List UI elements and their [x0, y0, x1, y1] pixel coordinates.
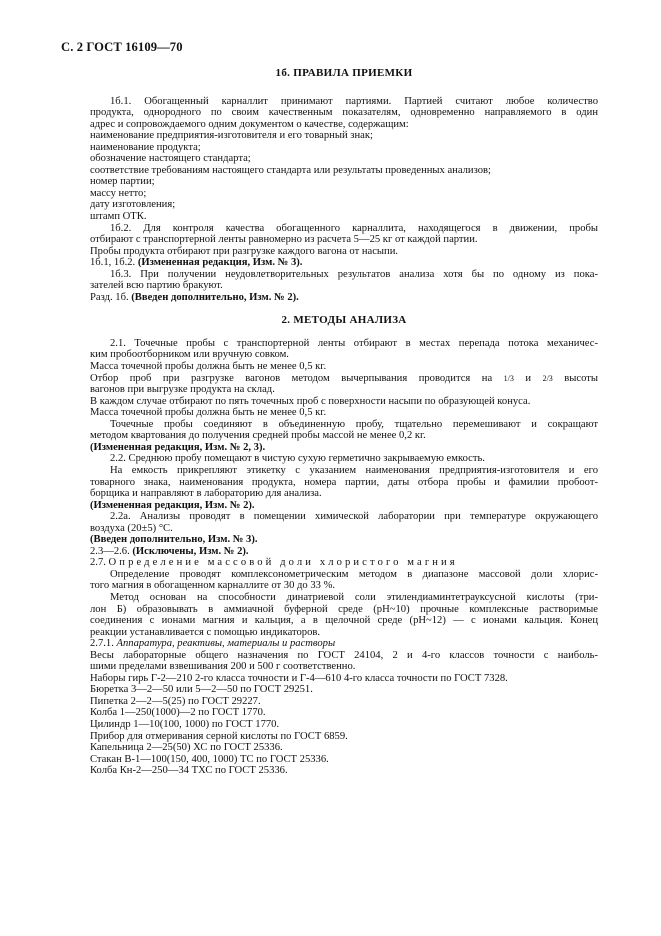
doc-item: наименование предприятия-изготовителя и его товарный знак;	[90, 130, 373, 142]
paragraph-22: 2.2. Среднюю пробу помещают в чистую сухую герметично закрываемую емкость.	[110, 453, 485, 465]
amendment-note-1b	[90, 257, 598, 269]
paragraph-23-26	[90, 546, 598, 558]
section-1b-title: 1б. ПРАВИЛА ПРИЕМКИ	[275, 67, 413, 79]
doc-item: дату изготовления;	[90, 199, 176, 211]
fraction-two-thirds: 2/3	[542, 373, 553, 383]
section-2-title: 2. МЕТОДЫ АНАЛИЗА	[281, 314, 407, 327]
paragraph-21d: Масса точечной пробы должна быть не менее 0,5 кг.	[90, 407, 327, 419]
paragraph-271-heading	[90, 638, 598, 650]
text-run: высоты	[564, 372, 599, 384]
paragraph-1b3-line1: 1б.3. При получении неудовлетворительных результатов анализа хотя бы по одному из пока-	[110, 268, 598, 280]
paragraph-27b-line1: Метод основан на способности динатриевой соли этилендиаминтетрауксусной кислоты (три-	[110, 591, 598, 603]
equipment-item: Колба Кн-2—250—34 ТХС по ГОСТ 25336.	[90, 765, 288, 777]
clause-number: 2.7.	[90, 557, 106, 569]
paragraph-27b-line2: лон Б) образовывать в аммиачной буферной среде (рН~10) прочные комплексные растворимые	[90, 603, 598, 615]
paragraph-21-line1: 2.1. Точечные пробы с транспортерной ленты отбирают в местах перепада потока механичес-	[110, 337, 598, 349]
page-header: С. 2 ГОСТ 16109—70	[61, 40, 183, 54]
paragraph-27a-line2: того магния в обогащенном карналлите от 30 до 33 %.	[90, 580, 336, 592]
clause-title: Аппаратура, реактивы, материалы и растворы	[116, 638, 336, 650]
equipment-item: Капельница 2—25(50) ХС по ГОСТ 25336.	[90, 742, 283, 754]
text-run: Отбор проб при разгрузке вагонов методом вычерпывания проводится на	[90, 372, 493, 384]
equipment-item: Стакан В-1—100(150, 400, 1000) ТС по ГОСТ 25336.	[90, 753, 329, 765]
text-run: и	[525, 372, 532, 384]
paragraph-21e-line2: методом квартования до получения средней пробы массой не менее 0,2 кг.	[90, 430, 426, 442]
paragraph-21c: В каждом случае отбирают по пять точечных проб с поверхности насыпи по образующей конуса.	[90, 395, 531, 407]
section-note-text: (Введен дополнительно, Изм. № 2).	[131, 291, 299, 303]
fraction-one-third: 1/3	[503, 373, 514, 383]
equipment-item: Цилиндр 1—10(100, 1000) по ГОСТ 1770.	[90, 718, 280, 730]
clause-note: (Исключены, Изм. № 2).	[132, 545, 249, 557]
amendment-text: (Измененная редакция, Изм. № 3).	[137, 257, 303, 269]
paragraph-21e-line1: Точечные пробы соединяют в объединенную пробу, тщательно перемешивают и сокращают	[110, 418, 598, 430]
paragraph-21b-line2: вагонов при выгрузке продукта на склад.	[90, 384, 275, 396]
paragraph-1b1-line1: 1б.1. Обогащенный карналлит принимают партиями. Партией считают любое количество	[110, 95, 598, 107]
paragraph-271a-line2: шими пределами взвешивания 200 и 500 г соответственно.	[90, 661, 356, 673]
clause-ref: 2.3—2.6.	[90, 545, 130, 557]
doc-item: соответствие требованиям настоящего стандарта или результаты проведенных анализов;	[90, 164, 491, 176]
clause-number: 2.7.1.	[90, 638, 114, 650]
paragraph-271a-line1: Весы лабораторные общего назначения по ГОСТ 24104, 2 и 4-го классов точности с наиболь-	[90, 649, 598, 661]
paragraph-27a-line1: Определение проводят комплексонометрическим методом в диапазоне массовой доли хлорис-	[110, 568, 598, 580]
section-1b-note	[90, 292, 598, 304]
paragraph-1b1-line2: продукта, однородного по своим качественным показателям, одновременно направляемого в один	[90, 107, 598, 119]
equipment-item: Колба 1—250(1000)—2 по ГОСТ 1770.	[90, 707, 266, 719]
equipment-item: Бюретка 3—2—50 или 5—2—50 по ГОСТ 29251.	[90, 684, 313, 696]
clause-title: Определение массовой доли хлористого магния	[108, 557, 458, 569]
paragraph-27-heading	[90, 557, 598, 569]
paragraph-22a-line2: воздуха (20±5) °С.	[90, 522, 173, 534]
paragraph-21-line2: ким пробоотборником или вручную совком.	[90, 349, 289, 361]
doc-item: наименование продукта;	[90, 141, 201, 153]
paragraph-22b-line1: На емкость прикрепляют этикетку с указанием наименования предприятия-изготовителя и его	[110, 464, 598, 476]
equipment-item: Наборы гирь Г-2—210 2-го класса точности и Г-4—610 4-го класса точности по ГОСТ 7328.	[90, 672, 508, 684]
paragraph-27b-line3: соединения с ионами магния и кальция, а в щелочной среде (рН~12) — с ионами кальция. Конец	[90, 615, 598, 627]
doc-item: обозначение настоящего стандарта;	[90, 153, 251, 165]
doc-item: штамп ОТК.	[90, 211, 147, 223]
paragraph-21a: Масса точечной пробы должна быть не менее 0,5 кг.	[90, 361, 327, 373]
paragraph-1b3-line2: зателей всю партию бракуют.	[90, 280, 223, 292]
paragraph-22b-line3: борщика и направляют в лабораторию для анализа.	[90, 488, 322, 500]
paragraph-1b1-line3: адрес и сопровождаемого одним документом о качестве, содержащим:	[90, 118, 409, 130]
paragraph-1b2-line2: отбирают с транспортерной ленты равномерно из расчета 5—25 кг от каждой партии.	[90, 234, 478, 246]
amendment-note-22: (Измененная редакция, Изм. № 2).	[90, 499, 255, 511]
paragraph-1b2-extra: Пробы продукта отбирают при разгрузке каждого вагона от насыпи.	[90, 245, 399, 257]
equipment-item: Прибор для отмеривания серной кислоты по ГОСТ 6859.	[90, 730, 348, 742]
paragraph-1b2-line1: 1б.2. Для контроля качества обогащенного карналлита, находящегося в движении, пробы	[110, 222, 598, 234]
amendment-ref: 1б.1, 1б.2.	[90, 257, 136, 269]
paragraph-22b-line2: товарного знака, наименования продукта, номера партии, даты отбора пробы и фамилии пробоот-	[90, 476, 598, 488]
amendment-note-22a: (Введен дополнительно, Изм. № 3).	[90, 534, 258, 546]
amendment-note-21: (Измененная редакция, Изм. № 2, 3).	[90, 441, 266, 453]
document-body	[90, 68, 598, 777]
doc-item: массу нетто;	[90, 187, 147, 199]
paragraph-21b-line1	[90, 373, 598, 385]
doc-item: номер партии;	[90, 176, 155, 188]
section-note-ref: Разд. 1б.	[90, 291, 129, 303]
paragraph-22a-line1: 2.2а. Анализы проводят в помещении химической лаборатории при температуре окружающего	[110, 511, 598, 523]
paragraph-27b-line4: реакции устанавливается с помощью индикаторов.	[90, 626, 321, 638]
equipment-item: Пипетка 2—2—5(25) по ГОСТ 29227.	[90, 695, 261, 707]
